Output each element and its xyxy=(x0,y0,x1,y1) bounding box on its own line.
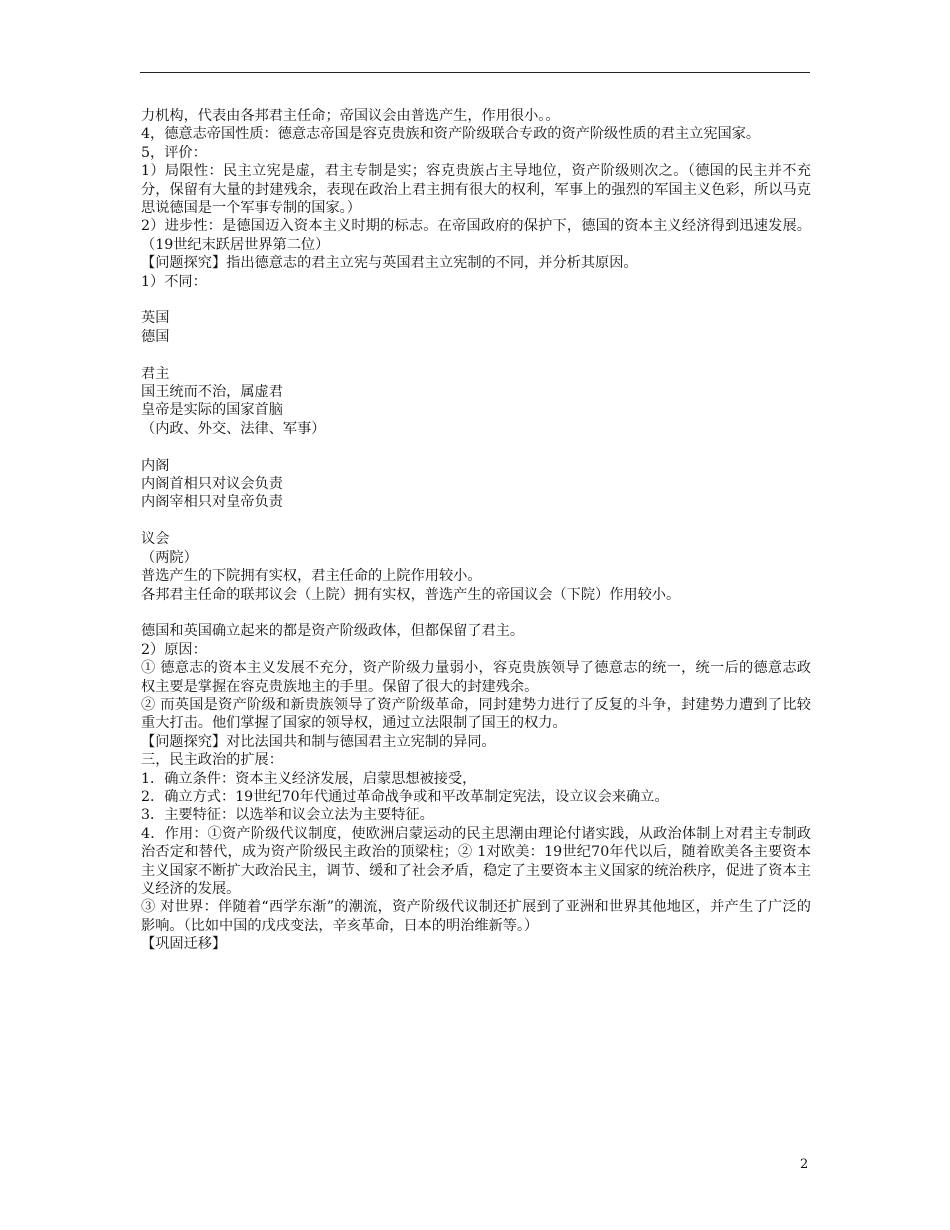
text-line: 4．作用：①资产阶级代议制度，使欧洲启蒙运动的民主思潮由理论付诸实践，从政治体制上对君主专制政治否定和替代，成为资产阶级民主政治的顶梁柱；② 1对欧美：19世纪70年代以后，随着欧美各主要资本主义国家不断扩大政治民主，调节、缓和了社会矛盾，稳定了主要资本主义国家的统治秩序，促进了资本主义经济的发展。 xyxy=(141,825,811,897)
text-line: 【巩固迁移】 xyxy=(141,936,227,953)
blank-line xyxy=(141,512,811,530)
blank-line xyxy=(141,604,811,622)
text-line: 1）局限性：民主立宪是虚，君主专制是实；容克贵族占主导地位，资产阶级则次之。（德国的民主并不充分，保留有大量的封建残余，表现在政治上君主拥有很大的权利，军事上的强烈的军国主义色彩，所以马克思说德国是一个军事专制的国家。） xyxy=(141,163,811,217)
text-line: 力机构，代表由各邦君主任命；帝国议会由普选产生，作用很小。。 xyxy=(141,108,560,124)
text-line: ③ 对世界：伴随着“西学东渐”的潮流，资产阶级代议制还扩展到了亚洲和世界其他地区，并产生了广泛的影响。（比如中国的戊戌变法，辛亥革命，日本的明治维新等。） xyxy=(141,899,811,934)
text-line: 2）原因： xyxy=(141,641,207,658)
text-line: 2）进步性：是德国迈入资本主义时期的标志。在帝国政府的保护下，德国的资本主义经济得到迅速发展。（19世纪末跃居世界第二位） xyxy=(141,218,811,253)
text-line: 4，德意志帝国性质：德意志帝国是容克贵族和资产阶级联合专政的资产阶级性质的君主立宪国家。 xyxy=(141,126,761,143)
blank-line xyxy=(141,291,811,309)
text-line: 2．确立方式：19世纪70年代通过革命战争或和平改革制定宪法，设立议会来确立。 xyxy=(141,788,669,805)
text-line: 【问题探究】对比法国共和制与德国君主立宪制的异同。 xyxy=(141,733,496,750)
text-line: 君主 xyxy=(141,365,170,382)
text-line: 三，民主政治的扩展： xyxy=(141,752,283,769)
text-line: （内政、外交、法律、军事） xyxy=(141,420,326,437)
text-line: 内阁首相只对议会负责 xyxy=(141,476,283,493)
text-line: 【问题探究】指出德意志的君主立宪与英国君主立宪制的不同，并分析其原因。 xyxy=(141,255,638,272)
text-line: 3．主要特征：以选举和议会立法为主要特征。 xyxy=(141,807,434,824)
page-number: 2 xyxy=(800,1157,809,1172)
text-line: 各邦君主任命的联邦议会（上院）拥有实权，普选产生的帝国议会（下院）作用较小。 xyxy=(141,586,681,603)
blank-line xyxy=(141,346,811,364)
text-line: 国王统而不治，属虚君 xyxy=(141,384,283,401)
header-rule xyxy=(140,72,810,73)
text-line: 内阁宰相只对皇帝负责 xyxy=(141,494,283,511)
text-line: ② 而英国是资产阶级和新贵族领导了资产阶级革命，同封建势力进行了反复的斗争，封建势力遭到了比较重大打击。他们掌握了国家的领导权，通过立法限制了国王的权力。 xyxy=(141,696,811,732)
text-line: ① 德意志的资本主义发展不充分，资产阶级力量弱小，容克贵族领导了德意志的统一，统一后的德意志政权主要是掌握在容克贵族地主的手里。保留了很大的封建残余。 xyxy=(141,660,811,695)
text-line: 英国 xyxy=(141,310,170,327)
text-line: 德国和英国确立起来的都是资产阶级政体，但都保留了君主。 xyxy=(141,623,525,640)
text-line: 内阁 xyxy=(141,457,170,474)
text-line: 普选产生的下院拥有实权，君主任命的上院作用较小。 xyxy=(141,568,482,585)
text-line: 德国 xyxy=(141,328,170,345)
text-line: （两院） xyxy=(141,549,198,566)
text-line: 皇帝是实际的国家首脑 xyxy=(141,402,283,419)
text-line: 议会 xyxy=(141,531,170,548)
text-line: 1）不同： xyxy=(141,273,207,290)
blank-line xyxy=(141,438,811,456)
document-body xyxy=(141,107,811,954)
text-line: 5，评价： xyxy=(141,144,207,161)
text-line: 1．确立条件：资本主义经济发展，启蒙思想被接受， xyxy=(141,770,477,787)
